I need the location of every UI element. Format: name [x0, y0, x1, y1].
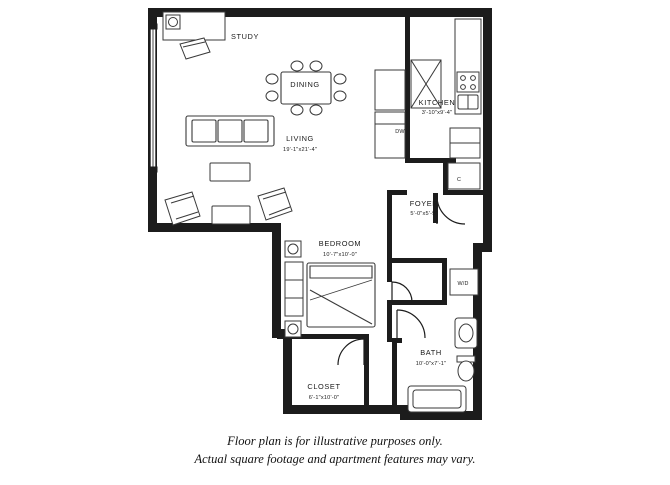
room-label-dining: DINING: [290, 80, 320, 89]
label-dishwasher: DW: [395, 129, 405, 135]
room-dim-foyer: 5'-0"x5'-9": [410, 211, 438, 217]
armchair-left: [165, 192, 200, 225]
disclaimer-line-1: Floor plan is for illustrative purposes only.: [227, 434, 443, 448]
room-label-study: STUDY: [230, 32, 260, 41]
wall-kitchen-living: [405, 17, 410, 163]
nightstand-lower: [285, 321, 301, 337]
sink: [458, 95, 478, 109]
bathroom-sink: [455, 318, 477, 348]
wall-kitchen-bottom: [410, 158, 456, 163]
wall-bath-left: [392, 338, 397, 414]
room-label-living: LIVING: [286, 134, 314, 143]
wall-hall-wd: [392, 258, 442, 263]
room-dim-bath: 10'-0"x7'-1": [415, 361, 447, 367]
coffee-table: [210, 163, 250, 181]
wall-wd-bottom: [392, 300, 447, 305]
bed: [307, 263, 375, 327]
room-dim-kitchen: 3'-10"x9'-4": [421, 110, 453, 116]
label-coat-closet: C: [456, 177, 462, 183]
toilet: [457, 356, 475, 381]
room-label-foyer: FOYER: [409, 199, 439, 208]
room-dim-living: 19'-1"x21'-4": [283, 147, 317, 153]
sofa: [186, 116, 274, 146]
room-label-bath: BATH: [420, 348, 442, 357]
study-desk: [163, 12, 225, 40]
wall-closet-right: [364, 334, 369, 414]
armchair-right: [258, 188, 292, 220]
bath-door: [397, 310, 425, 338]
wall-bedroom-right-lower: [387, 300, 392, 342]
side-table: [212, 206, 250, 224]
balcony-window: [149, 24, 157, 172]
room-label-bedroom: BEDROOM: [318, 239, 362, 248]
nightstand-upper: [285, 241, 301, 257]
wall-wd-left: [442, 258, 447, 304]
entry-door: [433, 193, 465, 224]
room-dim-closet: 6'-1"x10'-0": [308, 395, 340, 401]
wall-coat-closet-left: [443, 158, 448, 194]
bathtub: [408, 386, 466, 412]
study-chair: [180, 38, 210, 59]
dishwasher: [375, 112, 405, 158]
disclaimer-line-2: Actual square footage and apartment features may vary.: [194, 452, 476, 466]
dresser: [285, 262, 303, 316]
room-dim-bedroom: 10'-7"x10'-0": [323, 252, 357, 258]
range: [457, 72, 479, 92]
wall-foyer-living: [387, 190, 392, 232]
wall-bedroom-right-upper: [387, 232, 392, 282]
wall-coat-closet-bottom: [443, 190, 483, 195]
bedroom-door: [392, 282, 412, 302]
closet-door: [338, 339, 364, 365]
room-label-kitchen: KITCHEN: [418, 98, 456, 107]
kitchen-counters: [375, 19, 481, 158]
wall-foyer-top: [387, 190, 407, 195]
coat-closet: [448, 163, 480, 189]
refrigerator: [450, 128, 480, 158]
disclaimer: [0, 432, 670, 468]
label-washer-dryer: W/D: [457, 281, 469, 287]
room-label-closet: CLOSET: [307, 382, 341, 391]
